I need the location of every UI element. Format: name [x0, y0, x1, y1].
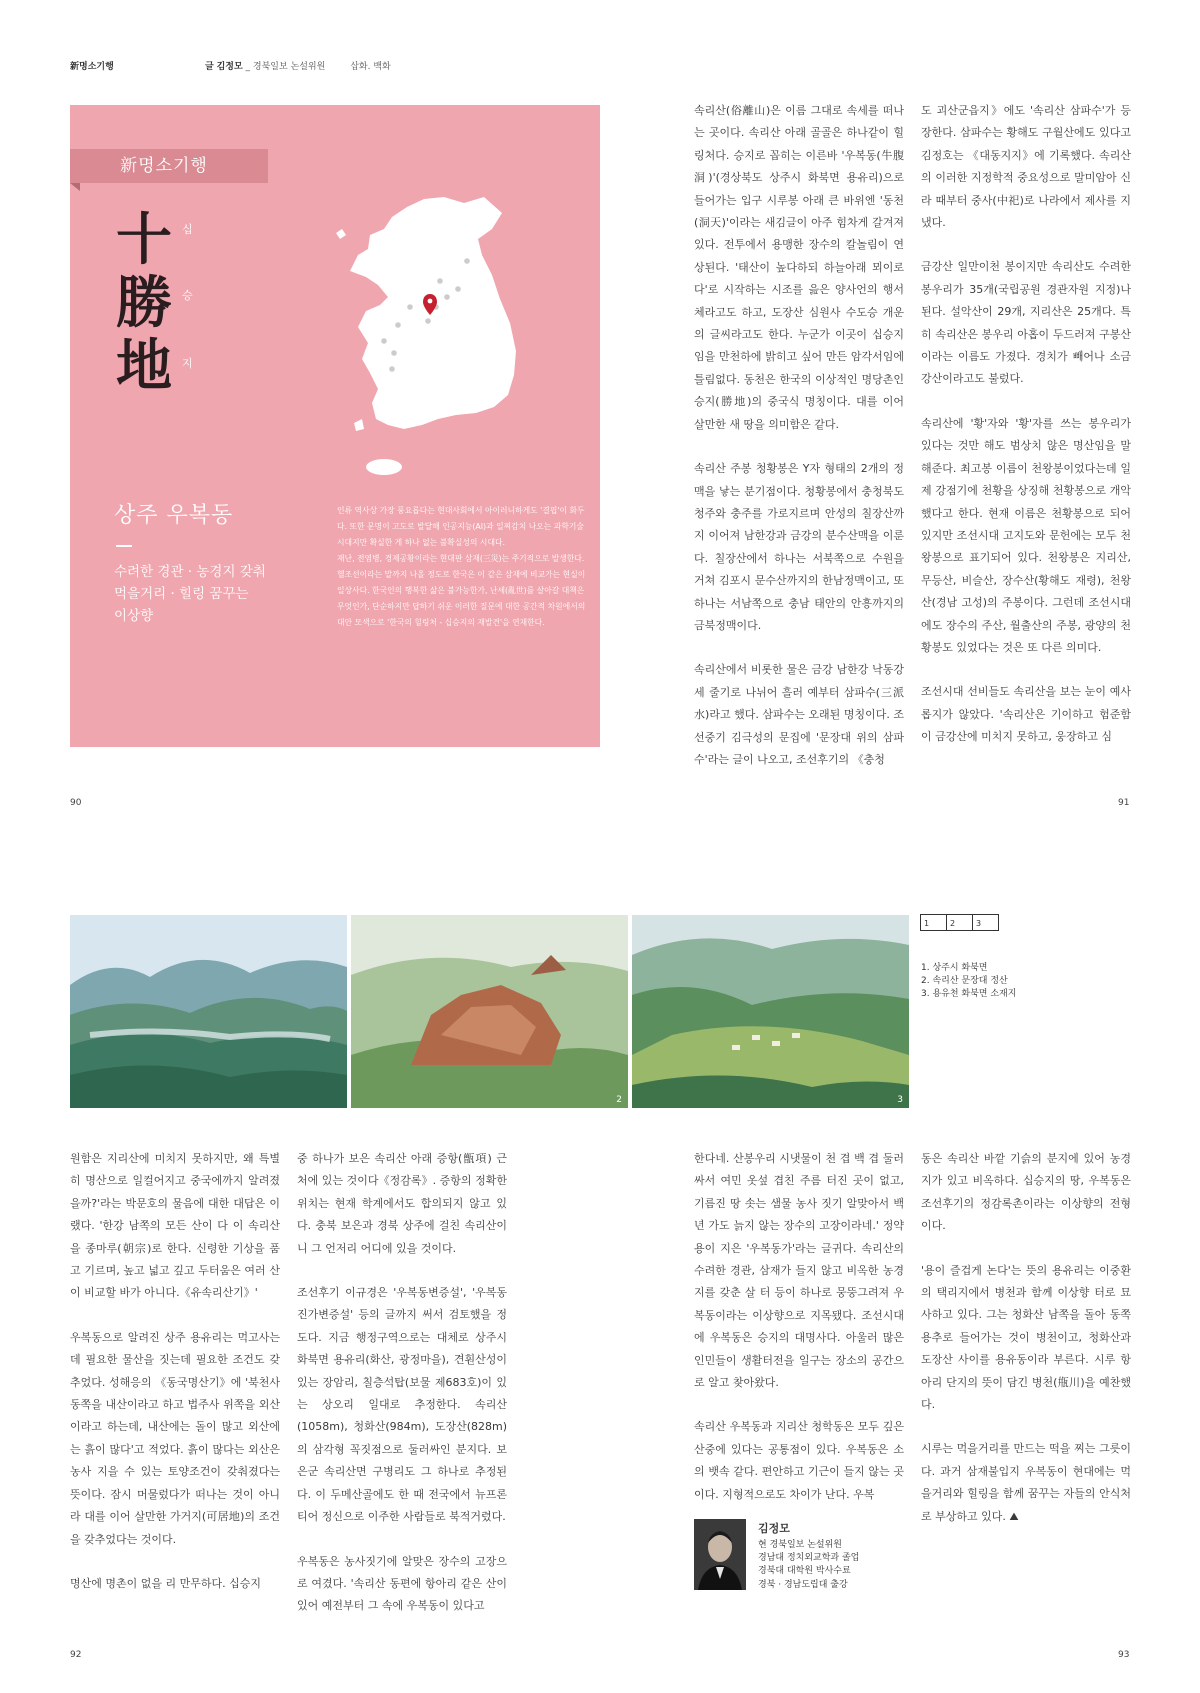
article-column: 속리산(俗離山)은 이름 그대로 속세를 떠나는 곳이다. 속리산 아래 골골은 하나같이 힐링처다. 승지로 꼽히는 이른바 '우복동(牛腹洞)'(경상북도 상주시 화북면 용유리)으로 들어가는 입구 시루봉 아래 큰 바위엔 '동천(洞天)'이라는 새김글이 아주 힘차게 갈겨져 있다. 전투에서 용맹한 장수의 칼놀림이 연상된다. '태산이 높다하되 하늘아래 뫼이로다'로 시작하는 시조를 읊은 양사언의 행서체라고도 하고, 도장산 심원사 수도승 개운의 글씨라고도 한다. 누군가 이곳이 십승지임을 만천하에 밝히고 싶어 만든 암각서임에 틀림없다. 동천은 한국의 이상적인 명당촌인 승지(勝地)의 중국식 명칭이다. 대를 이어 살만한 새 땅을 의미함은 같다. 속리산 주봉 청황봉은 Y자 형태의 2개의 정맥을 낳는 분기점이다. 청황봉에서 충청북도 청주와 충주를 가로지르며 안성의 칠장산까지 이어져 남한강과 금강의 분수산맥을 이룬다. 칠장산에서 하나는 서북쪽으로 수원을 거쳐 김포시 문수산까지의 한남정맥이고, 또 하나는 서남쪽으로 충남 태안의 안흥까지의 금북정맥이다. 속리산에서 비롯한 물은 금강 남한강 낙동강 세 줄기로 나뉘어 흘러 예부터 삼파수(三派水)라고 했다. 삼파수는 오래된 명칭이다. 조선중기 김극성의 문집에 '문장대 위의 삼파수'라는 글이 나오고, 조선후기의 《충청: [694, 104, 904, 766]
page-number: 93: [1118, 1650, 1130, 1660]
illustration-credit: 삽화. 백화: [350, 62, 391, 72]
byline-label: 글: [205, 62, 214, 72]
illustration-2: [351, 915, 628, 1108]
author-bio: 현 경북일보 논설위원 경남대 정치외교학과 졸업 경북대 대학원 박사수료 경북 · 경남도립대 출강: [758, 1540, 860, 1590]
section-label: 新명소기행: [70, 62, 114, 72]
illustration-3: [632, 915, 909, 1108]
subtitle: 수려한 경관 · 농경지 갖춰 먹을거리 · 힐링 꿈꾸는 이상향: [114, 564, 266, 624]
title-char-1: 十: [116, 207, 172, 273]
author-name: 김정모: [758, 1522, 790, 1535]
article-column: 동은 속리산 바깥 기슭의 분지에 있어 농경지가 있고 비옥하다. 십승지의 땅, 우복동은 조선후기의 정감록촌이라는 이상향의 전형이다. '용이 즐겁게 논다'는 뜻의 용유리는 이중환의 택리지에서 병천과 함께 이상향 터로 묘사하고 있다. 그는 청화산 남쪽을 돌아 동쪽 용추로 들어가는 것이 병천이고, 청화산과 도장산 사이를 용유동이라 부른다. 시루 항아리 단지의 뜻이 담긴 병천(甁川)을 예찬했다. 시루는 먹을거리를 만드는 떡을 찌는 그릇이다. 과거 삼재불입지 우복동이 현대에는 먹을거리와 힐링을 함께 꿈꾸는 자들의 안식처로 부상하고 있다. ⛰: [921, 1152, 1131, 1523]
byline-role: _ 경북일보 논설위원: [245, 62, 326, 72]
article-column: 도 괴산군읍지》에도 '속리산 삼파수'가 등장한다. 삼파수는 황해도 구월산에도 있다고 김정호는 《대동지지》에 기록했다. 속리산의 이러한 지정학적 중요성으로 말미암아 신라 때부터 중사(中祀)로 나라에서 제사를 지냈다. 금강산 일만이천 봉이지만 속리산도 수려한 봉우리가 35개(국립공원 경관자원 지정)나 된다. 설악산이 29개, 지리산은 25개다. 특히 속리산은 봉우리 아홉이 두드러져 구봉산이라는 이름도 가졌다. 경치가 빼어나 소금강산이라고도 불렀다. 속리산에 '황'자와 '황'자를 쓰는 봉우리가 있다는 것만 해도 범상치 않은 명산임을 말해준다. 최고봉 이름이 천왕봉이었다는데 일제 강점기에 천황을 상징해 천황봉으로 개악했다고 한다. 현재 이름은 천황봉으로 되어있지만 조선시대 고지도와 문헌에는 모두 천왕봉으로 표기되어 있다. 천왕봉은 지리산, 무등산, 비슬산, 장수산(황해도 재령), 천왕산(경남 고성)의 주봉이다. 그런데 조선시대에도 장수의 주산, 월출산의 주봉, 광양의 천황봉도 있었다는 것은 또 다른 의미다. 조선시대 선비들도 속리산을 보는 눈이 예사롭지가 않았다. '속리산은 기이하고 험준함이 금강산에 미치지 못하고, 웅장하고 심: [921, 104, 1131, 744]
byline-name: 김정모: [216, 62, 243, 72]
article-column: 원함은 지리산에 미치지 못하지만, 왜 특별히 명산으로 일컬어지고 중국에까지 알려졌을까?'라는 박문호의 물음에 대한 대답은 이랬다. '한강 남쪽의 모든 산이 다 이 속리산을 종마루(朝宗)로 한다. 신령한 기상을 품고 기르며, 높고 넓고 깊고 두터움은 여러 산이 비교할 바가 아니다.《유속리산기》' 우복동으로 알려진 상주 용유리는 먹고사는데 필요한 물산을 짓는데 필요한 조건도 갖추었다. 성해응의 《동국명산기》에 '북천사 동쪽을 내산이라고 하고 법주사 위쪽을 외산이라고 하는데, 내산에는 돌이 많고 외산에는 흙이 많다'고 적었다. 흙이 많다는 외산은 농사 지을 수 있는 토양조건이 갖춰졌다는 뜻이다. 잠시 머물렀다가 떠나는 것이 아니라 대를 이어 살만한 가거지(可居地)의 조건을 갖추었다는 것이다. 명산에 명촌이 없을 리 만무하다. 십승지: [70, 1152, 280, 1590]
series-ribbon: 新명소기행: [70, 149, 268, 183]
place-name: 상주 우복동: [114, 503, 234, 528]
divider: [116, 545, 132, 547]
author-photo: [694, 1519, 746, 1590]
title-reading-2: 승: [182, 289, 193, 302]
page-number: 90: [70, 798, 82, 808]
korea-map: [332, 193, 532, 489]
photo-number: 3: [897, 1095, 903, 1105]
jeju-island: [366, 459, 402, 475]
island-shape: [336, 229, 346, 239]
photo-number: 2: [616, 1095, 622, 1105]
title-char-3: 地: [116, 333, 172, 399]
intro-text: 인류 역사상 가장 풍요롭다는 현대사회에서 아이러니하게도 '결핍'이 화두다. 또한 문명이 고도로 발달해 인공지능(AI)과 일찌감치 나오는 과학기술 시대지만 확실한 게 하나 없는 불확실성의 시대다. 재난, 전염병, 경제공황이라는 현대판 삼재(三災)는 주기적으로 발생한다. 헬조선이라는 말까지 나올 정도로 한국은 이 같은 삼재에 비교가는 현실이 일상사다. 한국인의 행복한 삶은 불가능한가, 난세(亂世)를 살아갈 대책은 무엇인가, 단순하지만 답하기 쉬운 이러한 질문에 대한 공간적 차원에서의 대안 모색으로 '한국의 힐링처 - 십승지의 재발견'을 연재한다.: [337, 506, 586, 627]
page-number: 91: [1118, 798, 1130, 808]
mainland-shape: [350, 197, 516, 429]
title-char-2: 勝: [116, 270, 172, 336]
illustration-1: [70, 915, 347, 1108]
article-column: 중 하나가 보은 속리산 아래 증항(甑項) 근처에 있는 것이다《정감록》. 증항의 정확한 위치는 현재 학계에서도 합의되지 않고 있다. 충북 보은과 경북 상주에 걸친 속리산이니 그 언저리 어디에 있을 것이다. 조선후기 이규경은 '우복동변증설', '우복동진가변증설' 등의 글까지 써서 검토했을 정도다. 지금 행정구역으로는 대체로 상주시 화북면 용유리(화산, 광정마을), 견훤산성이 있는 장암리, 칠층석탑(보물 제683호)이 있는 상오리 일대로 추정한다. 속리산(1058m), 청화산(984m), 도장산(828m)의 삼각형 꼭짓점으로 둘러싸인 분지다. 보은군 속리산면 구병리도 그 하나로 추정된다. 이 두메산골에도 한 때 전국에서 뉴프론티어 정신으로 이주한 사람들로 북적거렸다. 우복동은 농사짓기에 알맞은 장수의 고장으로 여겼다. '속리산 동편에 항아리 같은 산이 있어 예전부터 그 속에 우복동이 있다고: [297, 1152, 507, 1613]
article-column: 한다네. 산봉우리 시냇물이 천 겹 백 겹 둘러싸서 여민 옷섶 겹친 주름 터진 곳이 없고, 기름진 땅 솟는 샘물 농사 짓기 알맞아서 백 년 가도 늙지 않는 장수의 고장이라네.' 정약용이 지은 '우복동가'라는 글귀다. 속리산의 수려한 경관, 삼재가 들지 않고 비옥한 농경지를 갖춘 살 터 등이 하나로 뭉뚱그려져 우복동이라는 이상향으로 지목됐다. 조선시대에 우복동은 승지의 대명사다. 아울러 많은 인민들이 생활터전을 일구는 장소의 공간으로 알고 찾아왔다. 속리산 우복동과 지리산 청학동은 모두 깊은 산중에 있다는 공통점이 있다. 우복동은 소의 뱃속 같다. 편안하고 기근이 들지 않는 곳이다. 지형적으로도 차이가 난다. 우복: [694, 1152, 904, 1501]
byline: [205, 59, 391, 72]
title-panel: [70, 105, 600, 747]
photo-legend: 1 2 3: [921, 914, 999, 931]
photo-captions: 1. 상주시 화북면 2. 속리산 문장대 정산 3. 용유천 화북면 소재지: [921, 963, 1017, 999]
title-reading-3: 지: [182, 357, 193, 370]
island-shape: [354, 419, 364, 431]
page-number: 92: [70, 1650, 82, 1660]
ribbon-fold: [70, 183, 80, 191]
title-reading-1: 십: [182, 223, 193, 236]
